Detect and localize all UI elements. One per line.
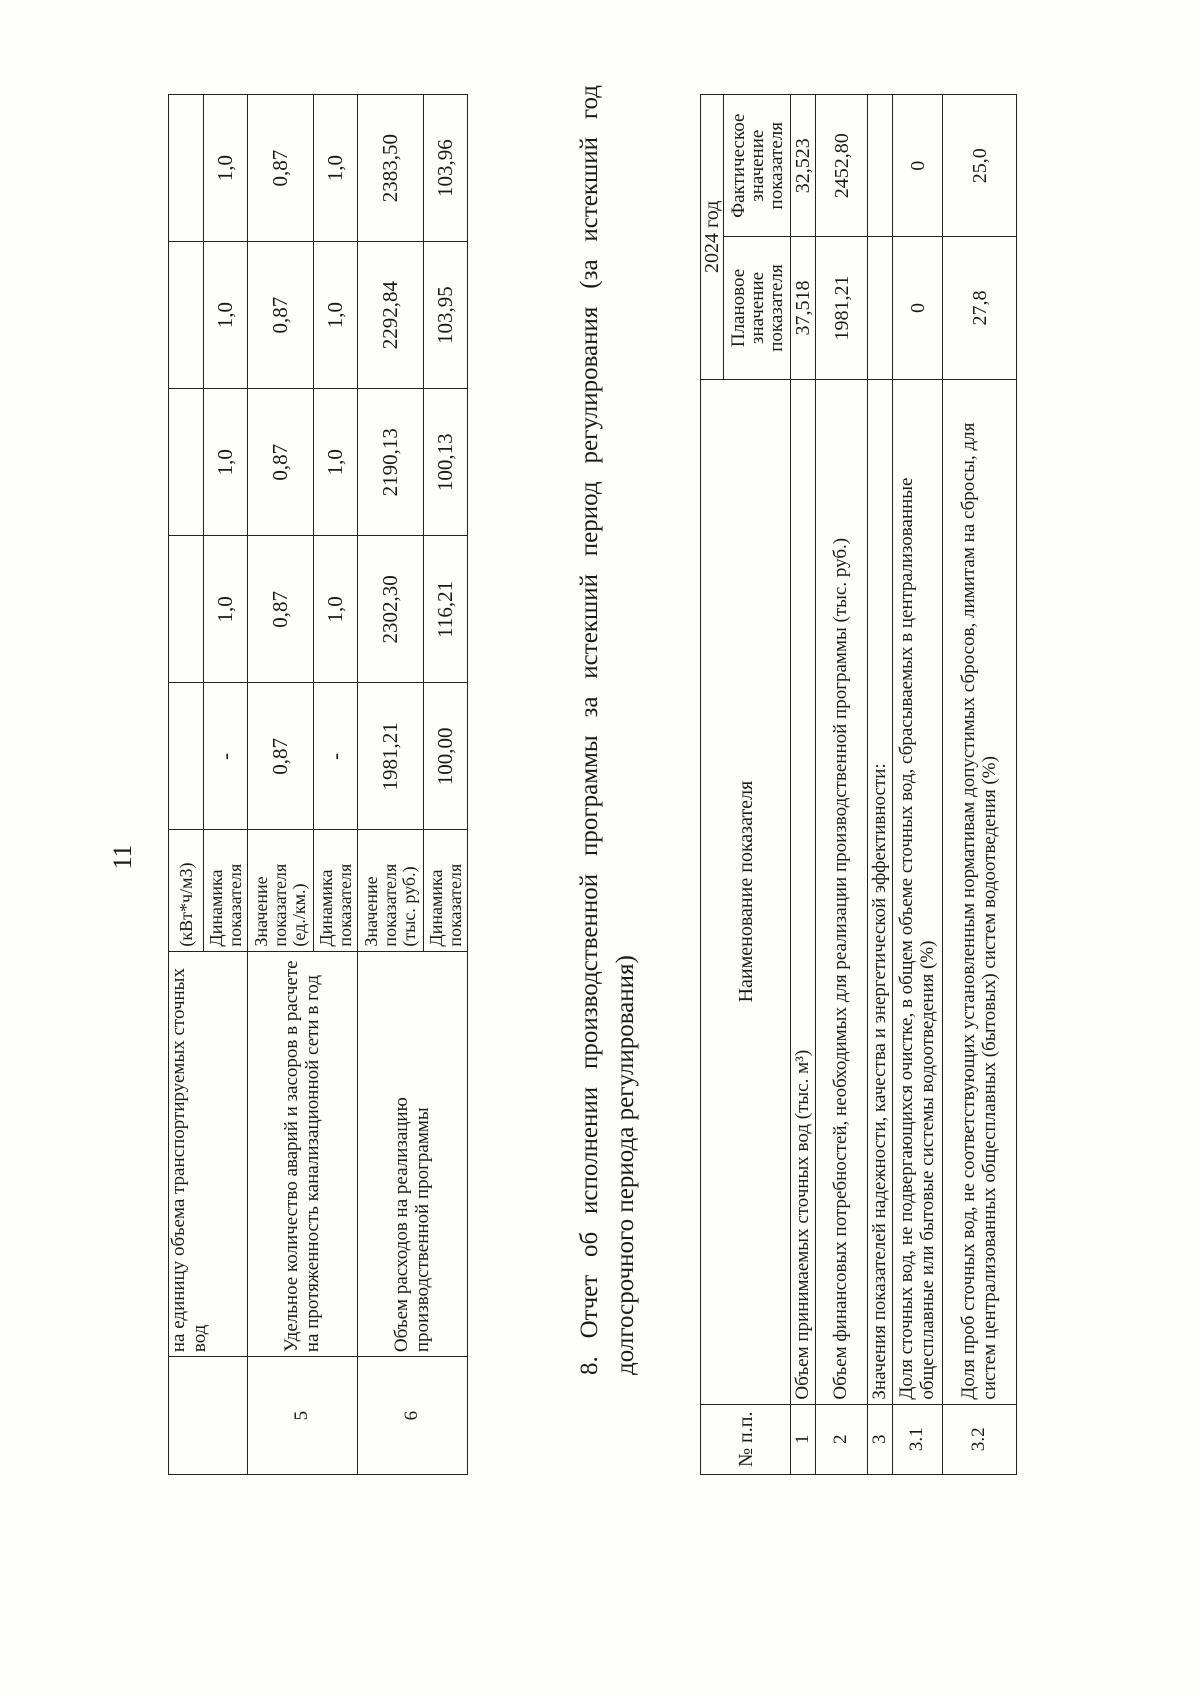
header-fact: Фактическое значение показателя — [724, 95, 791, 237]
unit-label: Динамика показателя — [204, 830, 248, 951]
value-cell: 116,21 — [424, 536, 468, 683]
indicator-name: Значения показателей надежности, качества и энергетической эффективности: — [868, 379, 893, 1404]
value-cell: 0,87 — [248, 389, 314, 536]
value-cell: 0,87 — [248, 683, 314, 830]
unit-label: Значение показателя (ед./км.) — [248, 830, 314, 951]
indicator-name: Доля проб сточных вод, не соответствующих установленным нормативам допустимых сбросов, лимитам на сбросы, для систем централизованных общесплавных (бытовых) систем водоотведения (%) — [943, 379, 1017, 1404]
table-row — [169, 95, 204, 1475]
table-row — [791, 95, 816, 1475]
row-number: 6 — [358, 1357, 468, 1475]
value-cell — [169, 95, 204, 242]
value-cell: 1,0 — [314, 536, 358, 683]
fact-value: 0 — [893, 95, 943, 237]
header-num: № п.п. — [701, 1404, 791, 1474]
plan-value: 27,8 — [943, 237, 1017, 379]
value-cell: 1,0 — [204, 389, 248, 536]
table-row — [943, 95, 1017, 1475]
indicators-table-continued — [168, 94, 468, 1475]
fact-value — [868, 95, 893, 237]
value-cell: - — [204, 683, 248, 830]
plan-value: 0 — [893, 237, 943, 379]
row-number: 5 — [248, 1357, 358, 1475]
plan-value — [868, 237, 893, 379]
section-8-heading: 8. Отчет об исполнении производственной программы за истекший период регулирования (за истекший год долгосрочного периода регулирования) — [576, 85, 640, 1375]
fact-value: 25,0 — [943, 95, 1017, 237]
indicator-name: Объем принимаемых сточных вод (тыс. м³) — [791, 379, 816, 1404]
value-cell: 100,00 — [424, 683, 468, 830]
value-cell: - — [314, 683, 358, 830]
value-cell: 1,0 — [204, 95, 248, 242]
row-number: 1 — [791, 1404, 816, 1474]
table-row — [248, 95, 314, 1475]
header-year: 2024 год — [701, 95, 724, 380]
value-cell: 1981,21 — [358, 683, 424, 830]
indicator-name: на единицу объема транспортируемых сточных вод — [169, 951, 248, 1357]
indicator-name: Объем финансовых потребностей, необходимых для реализации производственной программы (тыс. руб.) — [816, 379, 868, 1404]
indicator-name: Удельное количество аварий и засоров в расчете на протяженность канализационной сети в год — [248, 951, 358, 1357]
row-number: 3.2 — [943, 1404, 1017, 1474]
row-number: 2 — [816, 1404, 868, 1474]
row-number: 3 — [868, 1404, 893, 1474]
unit-label: Значение показателя (тыс. руб.) — [358, 830, 424, 951]
indicator-name: Доля сточных вод, не подвергающихся очистке, в общем объеме сточных вод, сбрасываемых в централизованные общесплавные или бытовые системы водоотведения (%) — [893, 379, 943, 1404]
plan-value: 1981,21 — [816, 237, 868, 379]
value-cell: 2302,30 — [358, 536, 424, 683]
value-cell: 2383,50 — [358, 95, 424, 242]
value-cell: 2190,13 — [358, 389, 424, 536]
table-header-row — [701, 95, 724, 1475]
fact-value: 2452,80 — [816, 95, 868, 237]
value-cell — [169, 536, 204, 683]
value-cell: 2292,84 — [358, 242, 424, 389]
unit-label: (кВт*ч/м3) — [169, 830, 204, 951]
value-cell: 0,87 — [248, 95, 314, 242]
value-cell: 0,87 — [248, 242, 314, 389]
value-cell — [169, 389, 204, 536]
table-row — [893, 95, 943, 1475]
value-cell: 103,95 — [424, 242, 468, 389]
plan-value: 37,518 — [791, 237, 816, 379]
header-name: Наименование показателя — [701, 379, 791, 1404]
unit-label: Динамика показателя — [424, 830, 468, 951]
table-row — [358, 95, 424, 1475]
page-number: 11 — [108, 844, 137, 870]
header-plan: Плановое значение показателя — [724, 237, 791, 379]
indicator-name: Объем расходов на реализацию производственной программы — [358, 951, 468, 1357]
value-cell: 1,0 — [314, 242, 358, 389]
value-cell: 100,13 — [424, 389, 468, 536]
value-cell: 1,0 — [314, 389, 358, 536]
value-cell: 1,0 — [314, 95, 358, 242]
row-number — [169, 1357, 248, 1475]
unit-label: Динамика показателя — [314, 830, 358, 951]
value-cell — [169, 683, 204, 830]
table-row — [868, 95, 893, 1475]
value-cell: 0,87 — [248, 536, 314, 683]
value-cell — [169, 242, 204, 389]
value-cell: 1,0 — [204, 536, 248, 683]
program-execution-table — [700, 94, 1017, 1475]
row-number: 3.1 — [893, 1404, 943, 1474]
fact-value: 32,523 — [791, 95, 816, 237]
value-cell: 103,96 — [424, 95, 468, 242]
value-cell: 1,0 — [204, 242, 248, 389]
table-row — [816, 95, 868, 1475]
